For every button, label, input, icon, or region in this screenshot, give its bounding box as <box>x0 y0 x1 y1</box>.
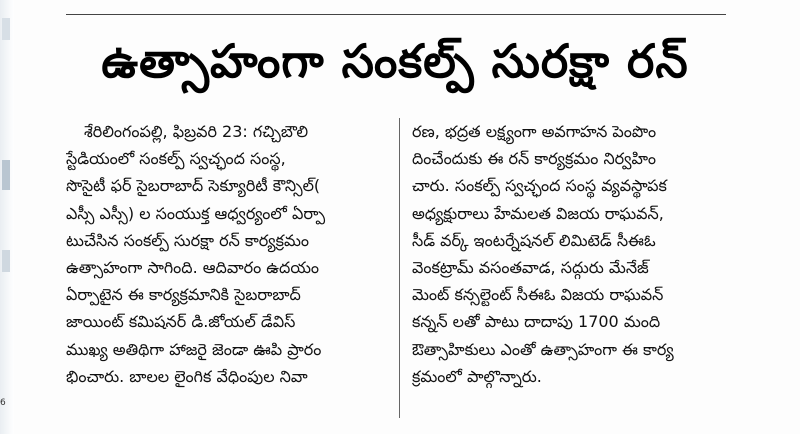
edge-image-fragment <box>2 250 10 272</box>
edge-image-fragment <box>2 160 10 190</box>
text-line: సొసైటీ ఫర్‌ సైబరాబాద్‌ సెక్యూరిటీ కౌన్సిల్‌( <box>66 176 321 196</box>
text-line: వెంకట్రామ్‌ వసంతవాడ, సద్గురు మేనేజ్ <box>412 257 649 277</box>
article-column-right <box>412 118 732 390</box>
top-divider <box>66 14 726 15</box>
text-line: భించారు. బాలల లైంగిక వేధింపుల నివా <box>66 366 308 386</box>
text-line: ఉత్సాహంగా సాగింది. ఆదివారం ఉదయం <box>66 257 320 277</box>
text-line: ముఖ్య అతిథిగా హాజరై జెండా ఊపి ప్రారం <box>66 339 322 359</box>
text-line: ఏర్పాటైన ఈ కార్యక్రమానికి సైబరాబాద్‌ <box>66 285 301 305</box>
text-line: క్రమంలో పాల్గొన్నారు. <box>412 366 542 386</box>
text-line: రణ, భద్రత లక్ష్యంగా అవగాహన పెంపొం <box>412 122 657 141</box>
text-line: చారు. సంకల్ప్‌ స్వచ్ఛంద సంస్థ వ్యవస్థాపక <box>412 176 667 196</box>
text-line: స్టేడియంలో సంకల్ప్‌ స్వచ్ఛంద సంస్థ, <box>66 149 286 169</box>
text-line: దించేందుకు ఈ రన్‌ కార్యక్రమం నిర్వహిం <box>412 149 656 169</box>
text-line: టుచేసిన సంకల్ప్‌ సురక్షా రన్‌ కార్యక్రమం <box>66 230 310 250</box>
article-column-left <box>66 118 388 390</box>
text-line: శేరిలింగంపల్లి, ఫిబ్రవరి 23: గచ్చిబౌలి <box>84 122 309 141</box>
column-divider <box>399 118 400 418</box>
edge-image-fragment <box>2 18 10 40</box>
text-line: ఔత్సాహికులు ఎంతో ఉత్సాహంగా ఈ కార్య <box>412 339 674 359</box>
article-headline: ఉత్సాహంగా సంకల్ప్‌ సురక్షా రన్‌ <box>101 34 689 88</box>
text-line: సీడ్‌ వర్క్‌ ఇంటర్నేషనల్‌ లిమిటెడ్‌ సీఈఓ <box>412 230 656 250</box>
adjacent-page-edge <box>0 0 14 434</box>
text-line: ఎస్సీ ఎస్సీ) ల సంయుక్త ఆధ్వర్యంలో ఏర్పా <box>66 203 326 223</box>
text-line: అధ్యక్షురాలు హేమలత విజయ రాఘవన్‌, <box>412 203 664 223</box>
page-number: 6 <box>0 398 6 408</box>
text-line: జాయింట్‌ కమిషనర్‌ డి.జోయల్‌ డేవిస్‌ <box>66 312 296 332</box>
text-line: కన్నన్‌ లతో పాటు దాదాపు 1700 మంది <box>412 312 661 332</box>
text-line: మెంట్‌ కన్సల్టెంట్‌ సీఈఓ విజయ రాఘవన్‌ <box>412 285 664 305</box>
